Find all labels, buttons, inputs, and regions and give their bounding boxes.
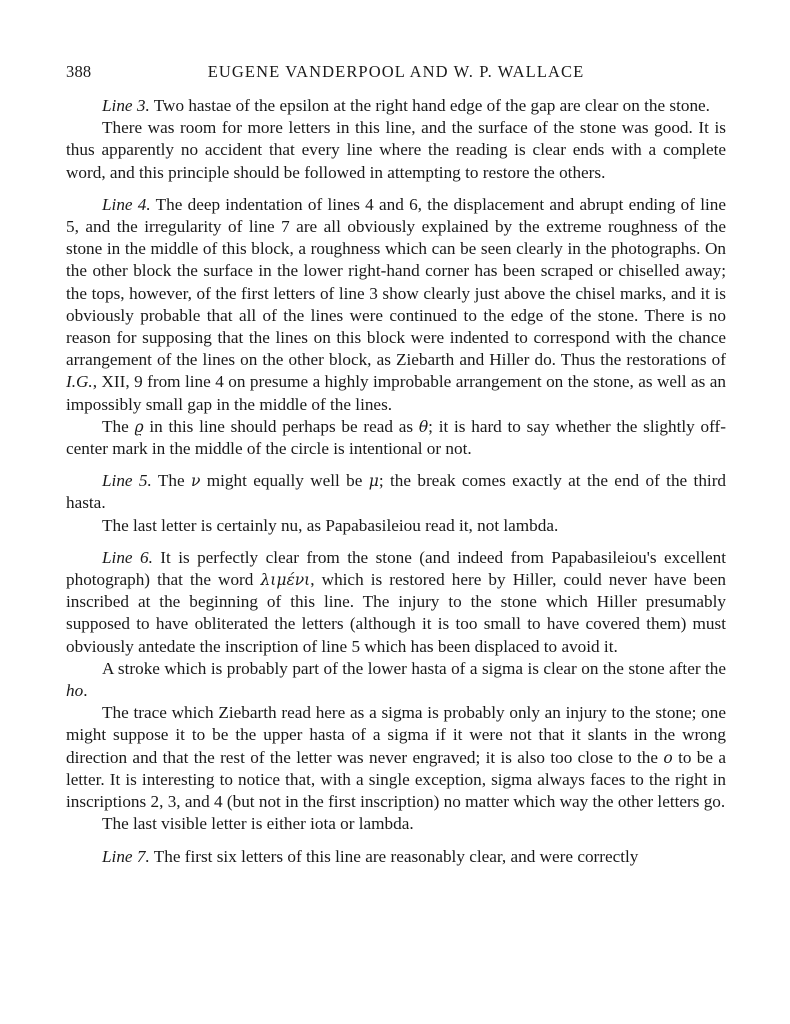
page-header [66, 58, 726, 86]
paragraph-text: The deep indentation of lines 4 and 6, the displacement and abrupt ending of line 5, and the irregularity of line 7 are all obviously explained by the extreme roughness of the stone in the middle of this block, a roughness which can be seen clearly in the photographs. On the other block the surface in the lower right-hand corner has been scraped or chiselled away; the tops, however, of the first letters of line 3 show clearly just above the chisel marks, and it is obviously probable that all of the lines were continued to the edge of the stone. There is no reason for supposing that the lines on this block were indented to correspond with the chance arrangement of the lines on the other block, as Ziebarth and Hiller do. Thus the restorations of [66, 194, 726, 370]
greek-word: λιμένι [260, 571, 311, 590]
line-label: Line 4. [102, 194, 151, 214]
greek-glyph: μ [368, 472, 379, 491]
paragraph-text: The trace which Ziebarth read here as a sigma is probably only an injury to the stone; one might suppose it to be the upper hasta of a sigma if it were not that it slants in the wrong direction and that the rest of the letter was never engraved; it is also too close to the [66, 703, 726, 767]
paragraph-text: , which is restored here by Hiller, could never have been inscribed at the beginning of this line. The injury to the stone which Hiller presumably supposed to have obliterated the letters (although it is too small to have covered them) must obviously antedate the inscription of line 5 which has been displaced to avoid it. [66, 570, 726, 656]
greek-glyph: o [663, 748, 673, 767]
paragraph-ziebarth-trace [66, 702, 726, 813]
paragraph-line-4 [66, 194, 726, 416]
paragraph-text: Two hastae of the epsilon at the right hand edge of the gap are clear on the stone. [149, 96, 710, 115]
paragraph-sigma-stroke [66, 658, 726, 702]
paragraph-text: in this line should perhaps be read as [143, 416, 419, 436]
paragraph-text: It is perfectly clear from the stone (and indeed from Papabasileiou's excellent photograph) that the word [66, 547, 726, 590]
greek-glyph: ϱ [134, 417, 144, 436]
paragraph-text: to be a letter. It is interesting to notice that, with a single exception, sigma always faces to the right in inscriptions 2, 3, and 4 (but not in the first inscription) no matter which way the other letters go. [66, 747, 726, 812]
paragraph-rho-theta [66, 416, 726, 460]
line-label: Line 5. [102, 471, 152, 491]
paragraph-text: The first six letters of this line are reasonably clear, and were correctly [149, 846, 639, 866]
paragraph-text: The last visible letter is either iota or lambda. [102, 814, 414, 834]
paragraph-text: There was room for more letters in this line, and the surface of the stone was good. It is thus apparently no accident that every line where the reading is clear ends with a complete word, and this principle should be followed in attempting to restore the others. [66, 118, 726, 182]
page-number: 388 [66, 62, 92, 81]
paragraph-text: ; it is hard to say whether the slightly off-center mark in the middle of the circle is intentional or not. [66, 416, 726, 459]
line-label: Line 7. [102, 846, 150, 866]
paragraph-line-3 [66, 95, 726, 117]
greek-glyph: θ [418, 417, 429, 436]
paragraph-text: might equally well be [200, 471, 369, 491]
paragraph-text: , XII, 9 from line 4 on presume a highly improbable arrangement on the stone, as well as an impossibly small gap in the middle of the lines. [66, 372, 726, 414]
paragraph-line-7 [66, 846, 726, 868]
paragraph-text: The last letter is certainly nu, as Papabasileiou read it, not lambda. [102, 515, 559, 535]
paragraph-text: ; the break comes exactly at the end of the third hasta. [66, 471, 727, 513]
line-label: Line 6. [102, 547, 153, 567]
paragraph-last-letter-nu [66, 515, 726, 537]
paragraph-text: The [151, 471, 191, 491]
page [66, 58, 726, 868]
running-head: EUGENE VANDERPOOL AND W. P. WALLACE [207, 62, 585, 81]
paragraph-text: The [102, 416, 135, 436]
paragraph-text: . [83, 681, 88, 701]
greek-glyph: ν [190, 472, 201, 491]
paragraph-text: A stroke which is probably part of the lower hasta of a sigma is clear on the stone after the [102, 658, 726, 678]
paragraph-room-for-letters [66, 117, 726, 184]
paragraph-last-visible-letter [66, 813, 726, 835]
citation-ref: I.G. [66, 372, 93, 392]
paragraph-line-6 [66, 547, 726, 658]
paragraph-line-5 [66, 470, 726, 514]
line-label: Line 3. [102, 96, 150, 115]
italic-word: ho [66, 681, 84, 701]
